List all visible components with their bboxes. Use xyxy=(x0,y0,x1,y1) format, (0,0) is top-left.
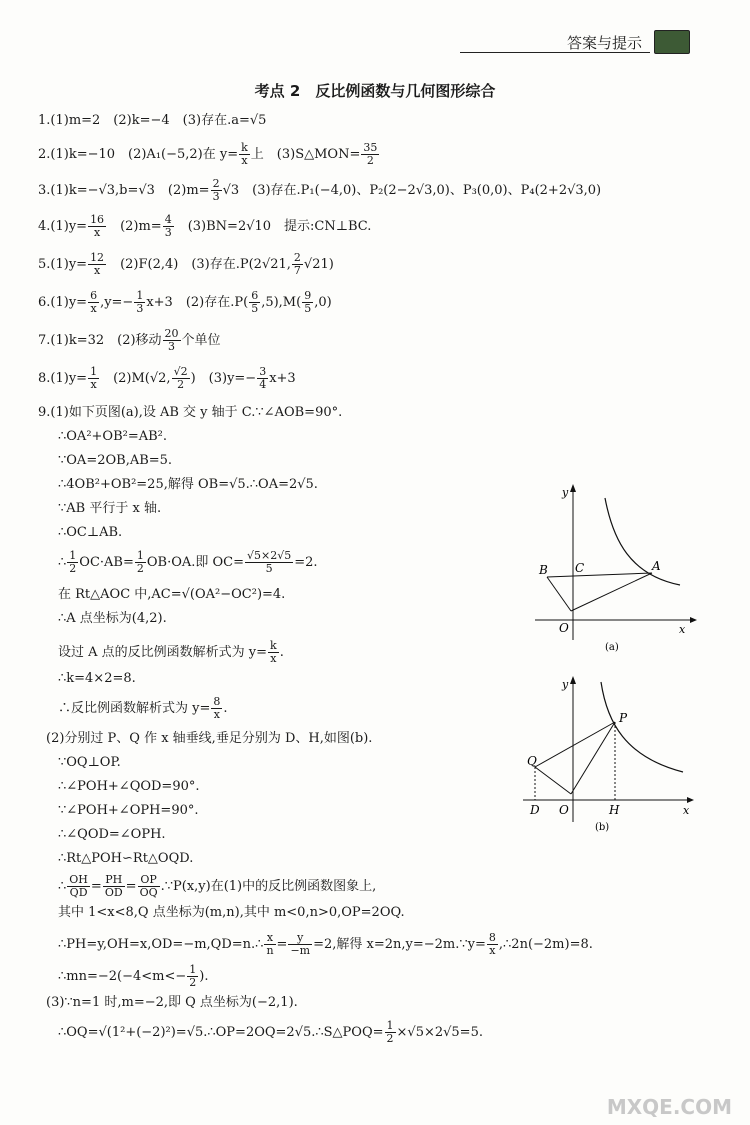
answer-9-part-3-line-1: (3)∵n=1 时,m=−2,即 Q 点坐标为(−2,1). xyxy=(46,995,298,1010)
figure-a-label-a: A xyxy=(652,559,661,573)
figure-a-label-b: B xyxy=(539,563,548,577)
answer-5: 5.(1)y= $\frac{12}{x}$ (2)F(2,4) (3)存在.P(2√21, $\frac{2}{7}$ √21) xyxy=(38,251,334,277)
page-header xyxy=(460,30,690,56)
figure-b-label-x: x xyxy=(683,804,690,817)
answer-9-line-10: 设过 A 点的反比例函数解析式为 y= $\frac{k}{x}$ . xyxy=(58,639,284,665)
answer-9-line-12: ∴反比例函数解析式为 y= $\frac{8}{x}$ . xyxy=(58,695,228,721)
answer-9-line-4: ∴4OB²+OB²=25,解得 OB=√5.∴OA=2√5. xyxy=(58,477,318,492)
answer-9-line-5: ∵AB 平行于 x 轴. xyxy=(58,501,162,516)
section-title: 考点 2 反比例函数与几何图形综合 xyxy=(254,82,496,100)
figure-a-segment-bo xyxy=(547,577,571,611)
figure-b-caption: (b) xyxy=(595,822,610,833)
answer-7: 7.(1)k=32 (2)移动 $\frac{20}{3}$ 个单位 xyxy=(38,327,221,353)
answer-9-part-2-line-3: ∴∠POH+∠QOD=90°. xyxy=(58,779,200,794)
answer-9-part-2-line-5: ∴∠QOD=∠OPH. xyxy=(58,827,166,842)
figure-b-label-h: H xyxy=(609,803,620,817)
figure-a-label-o: O xyxy=(559,621,569,635)
figure-a xyxy=(525,480,705,655)
answer-9-line-9: ∴A 点坐标为(4,2). xyxy=(58,611,167,626)
figure-b-label-d: D xyxy=(530,803,540,817)
figure-b-label-p: P xyxy=(619,711,628,725)
answer-9-line-7: ∴ $\frac{1}{2}$ OC·AB= $\frac{1}{2}$ OB·OA.即 OC= $\frac{√5\times 2√5}{5}$ =2. xyxy=(58,549,318,575)
figure-a-label-x: x xyxy=(679,623,686,636)
figure-a-caption: (a) xyxy=(605,642,619,653)
figure-a-x-arrow xyxy=(690,617,697,623)
answer-3: 3.(1)k=−√3,b=√3 (2)m= $\frac{2}{3}$ √3 (3)存在.P₁(−4,0)、P₂(2−2√3,0)、P₃(0,0)、P₄(2+2√3,0) xyxy=(38,177,602,203)
answer-9-part-2-line-2: ∵OQ⊥OP. xyxy=(58,755,121,770)
figure-b-segment-op xyxy=(571,722,615,794)
watermark: MXQE.COM xyxy=(606,1095,732,1119)
figure-b xyxy=(515,672,705,847)
figure-b-hyperbola xyxy=(601,682,683,772)
book-logo xyxy=(654,30,690,54)
figure-b-label-q: Q xyxy=(527,754,537,768)
figure-b-segment-qp xyxy=(535,722,615,767)
figure-a-label-y: y xyxy=(562,486,569,499)
figure-a-label-c: C xyxy=(575,561,585,575)
answer-6: 6.(1)y= $\frac{6}{x}$ ,y=− $\frac{1}{3}$ x+3 (2)存在.P( $\frac{6}{5}$ ,5),M( $\frac{9}{5}$ ,0) xyxy=(38,289,332,315)
answer-9-line-3: ∵OA=2OB,AB=5. xyxy=(58,453,173,468)
answer-9-line-8: 在 Rt△AOC 中,AC=√(OA²−OC²)=4. xyxy=(58,587,286,602)
answer-9-part-2-line-9: ∴PH=y,OH=x,OD=−m,QD=n.∴ $\frac{x}{n}$ = $\frac{y}{-m}$ =2,解得 x=2n,y=−2m.∵y= $\frac{8}{x}$ ,∴2n(−2m)=8. xyxy=(58,931,593,957)
answer-9-line-11: ∴k=4×2=8. xyxy=(58,671,136,686)
answer-1: 1.(1)m=2 (2)k=−4 (3)存在.a=√5 xyxy=(38,113,267,128)
figure-b-segment-qo xyxy=(535,767,571,794)
answer-9-line-6: ∴OC⊥AB. xyxy=(58,525,123,540)
figure-b-label-y: y xyxy=(562,678,569,691)
figure-b-label-o: O xyxy=(559,803,569,817)
figure-b-x-arrow xyxy=(687,797,694,803)
answer-9-part-2-line-8: 其中 1<x<8,Q 点坐标为(m,n),其中 m<0,n>0,OP=2OQ. xyxy=(58,905,405,920)
figure-a-y-arrow xyxy=(570,484,576,492)
figure-a-hyperbola xyxy=(605,498,680,585)
answer-2: 2.(1)k=−10 (2)A₁(−5,2)在 y= $\frac{k}{x}$ 上 (3)S△MON= $\frac{35}{2}$ xyxy=(38,141,378,167)
answer-9-part-2-line-6: ∴Rt△POH∽Rt△OQD. xyxy=(58,851,194,866)
answer-9-line-1: 9.(1)如下页图(a),设 AB 交 y 轴于 C.∵∠AOB=90°. xyxy=(38,405,343,420)
answer-9-part-3-line-2: ∴OQ=√(1²+(−2)²)=√5.∴OP=2OQ=2√5.∴S△POQ= $\frac{1}{2}$ ×√5×2√5=5. xyxy=(58,1019,483,1045)
answer-9-line-2: ∴OA²+OB²=AB². xyxy=(58,429,168,444)
answer-9-part-2-line-7: ∴ $\frac{OH}{QD}$ = $\frac{PH}{OD}$ = $\frac{OP}{OQ}$ .∵P(x,y)在(1)中的反比例函数图象上, xyxy=(58,873,377,899)
answer-9-part-2-line-10: ∴mn=−2(−4<m<− $\frac{1}{2}$ ). xyxy=(58,963,209,989)
figure-b-y-arrow xyxy=(570,676,576,684)
figure-a-segment-ba xyxy=(547,573,652,577)
answer-8: 8.(1)y= $\frac{1}{x}$ (2)M(√2, $\frac{√2}{2}$ ) (3)y=− $\frac{3}{4}$ x+3 xyxy=(38,365,296,391)
answer-9-part-2-line-4: ∵∠POH+∠OPH=90°. xyxy=(58,803,199,818)
header-title: 答案与提示 xyxy=(566,34,642,52)
answer-9-part-2-line-1: (2)分别过 P、Q 作 x 轴垂线,垂足分别为 D、H,如图(b). xyxy=(46,731,373,746)
answer-4: 4.(1)y= $\frac{16}{x}$ (2)m= $\frac{4}{3}$ (3)BN=2√10 提示:CN⊥BC. xyxy=(38,213,372,239)
figure-a-segment-oa xyxy=(571,573,652,611)
